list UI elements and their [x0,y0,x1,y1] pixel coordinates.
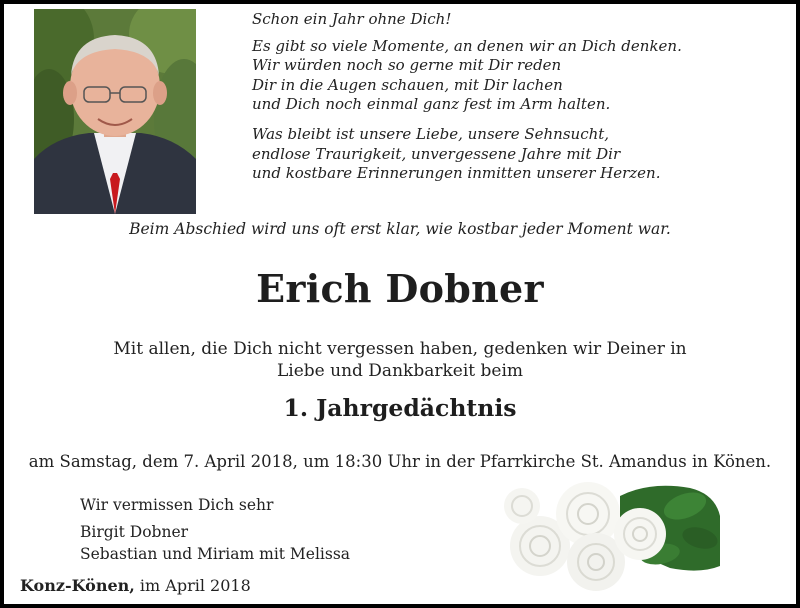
white-roses-image [500,476,722,592]
family-member: Birgit Dobner [80,523,189,541]
place-town: Konz-Könen, [20,576,135,595]
intro-line: Liebe und Dankbarkeit beim [276,361,523,381]
intro-line: Mit allen, die Dich nicht vergessen haben, gedenken wir Deiner in [113,339,687,359]
event-details: am Samstag, dem 7. April 2018, um 18:30 Uhr in der Pfarrkirche St. Amandus in Könen. [28,452,772,471]
event-title: 1. Jahrgedächtnis [283,394,517,422]
poem-line: und kostbare Erinnerungen inmitten unserer Herzen. [252,164,661,183]
poem-line: und Dich noch einmal ganz fest im Arm halten. [252,95,611,114]
poem-line: Wir würden noch so gerne mit Dir reden [252,56,562,75]
poem-opening: Schon ein Jahr ohne Dich! [252,10,452,28]
portrait-photo [34,9,196,214]
miss-you-line: Wir vermissen Dich sehr [80,496,274,514]
family-signature [80,494,350,565]
farewell-quote: Beim Abschied wird uns oft erst klar, wie kostbar jeder Moment war. [129,220,671,238]
poem-stanza-2 [252,125,782,184]
deceased-name: Erich Dobner [256,266,544,311]
poem-line: Was bleibt ist unsere Liebe, unsere Sehnsucht, [252,124,610,143]
poem-line: Dir in die Augen schauen, mit Dir lachen [252,75,563,94]
poem-line: Es gibt so viele Momente, an denen wir an Dich denken. [252,36,682,55]
poem-stanza-1 [252,37,782,115]
notice-card [4,4,796,604]
intro-text [4,338,796,382]
place-month: im April 2018 [134,576,251,595]
place-date [20,576,251,595]
poem [252,10,782,194]
poem-line: endlose Traurigkeit, unvergessene Jahre mit Dir [252,144,621,163]
family-member: Sebastian und Miriam mit Melissa [80,545,351,563]
